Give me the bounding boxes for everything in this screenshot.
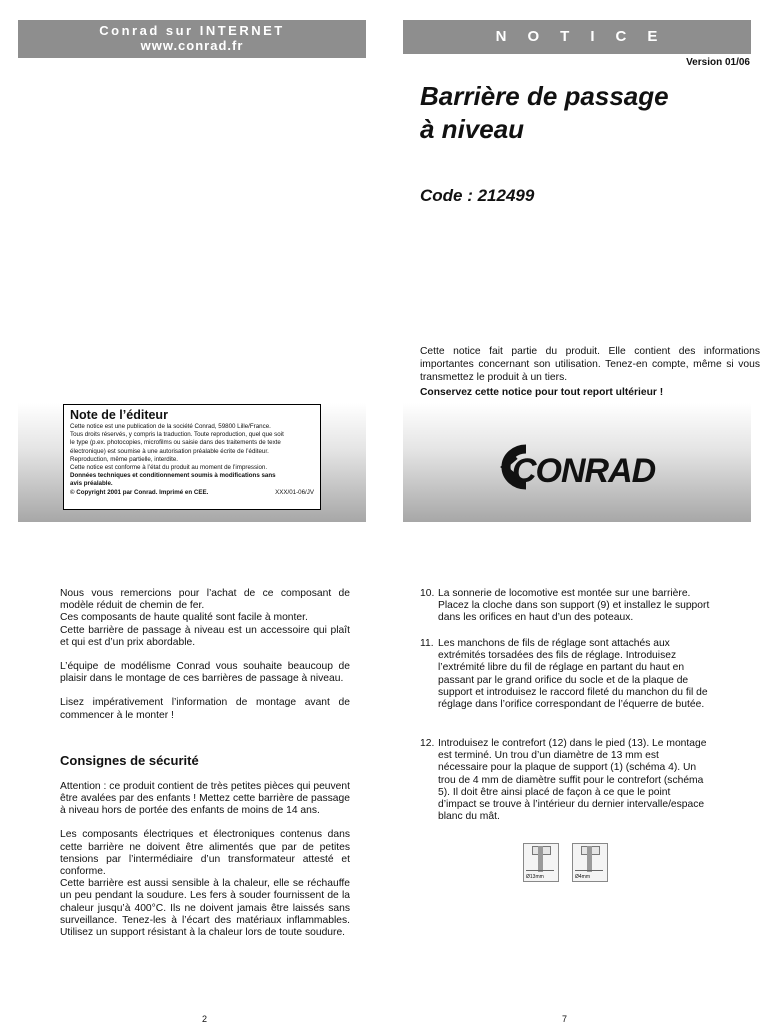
item-number: 11.	[420, 638, 434, 649]
banner-url: www.conrad.fr	[140, 38, 244, 53]
schema-5-diagram	[572, 843, 608, 882]
list-item	[420, 738, 710, 823]
version-label: Version 01/06	[686, 57, 750, 68]
intro-bold-text: Conservez cette notice pour tout report ultérieur !	[420, 387, 664, 398]
list-item	[420, 588, 710, 625]
editor-note-line: Cette notice est une publication de la société Conrad, 59800 Lille/France.	[70, 423, 271, 430]
item-text: Introduisez le contrefort (12) dans le pied (13). Le montage est terminé. Un trou d’un diamètre de 13 mm est nécessaire pour la plaque de support (1) (schéma 4). Un trou de 4 mm de diamètre suffit pour le contrefort (schéma 5). Il doit être ainsi placé de façon à ce que le point d’impact se trouve à l’intérieur du dernier intervalle/espace blanc du mât.	[438, 738, 707, 823]
list-item	[420, 638, 710, 711]
editor-note-bold-line: Données techniques et conditionnement soumis à modifications sans	[70, 472, 276, 480]
editor-note-footer	[70, 489, 314, 497]
item-text: La sonnerie de locomotive est montée sur une barrière. Placez la cloche dans son support (9) et installez le support dans les orifices en haut d’un des poteaux.	[438, 588, 710, 624]
heat-paragraph: Cette barrière est aussi sensible à la chaleur, elle se réchauffe un peu pendant la soudure. Les fers à souder fournissent de la chaleur jusqu’à 400°C. Ils ne doivent jamais être laissés sans surveillance. Tenez-les à l’écart des matériaux inflammables. Utilisez un support résistant à la chaleur lors de toute soudure.	[60, 878, 350, 939]
schema-label: Ø4mm	[575, 874, 590, 880]
schema-4-diagram	[523, 843, 559, 882]
editor-note-title: Note de l’éditeur	[70, 408, 168, 422]
wishes-paragraph: L’équipe de modélisme Conrad vous souhaite beaucoup de plaisir dans le montage de ces barrières de passage à niveau.	[60, 661, 350, 685]
editor-note-line: Reproduction, même partielle, interdite.	[70, 455, 178, 463]
title-line-2: à niveau	[420, 114, 525, 144]
copyright-text: © Copyright 2001 par Conrad. Imprimé en CEE.	[70, 488, 209, 496]
left-page-text	[60, 588, 350, 939]
intro-text: Cette notice fait partie du produit. Elle contient des informations importantes concernant son utilisation. Tenez-en compte, même si vous transmettez le produit à un tiers.	[420, 346, 760, 383]
conrad-logo-graphic	[486, 443, 666, 491]
item-text: Les manchons de fils de réglage sont attachés aux extrémités torsadées des fils de réglage. Introduisez l’extrémité libre du fil de réglage en partant du haut en passant par le grand orifice du socle et de la plaque de support et introduisez le raccord fileté du manchon du fil de réglage dans l’orifice correspondant de l’équerre de butée.	[438, 638, 708, 711]
electrical-paragraph: Les composants électriques et électroniques contenus dans cette barrière ne doivent être alimentés que par de petites tensions par l’intermédiaire d’un transformateur attesté et conforme.	[60, 829, 350, 878]
page-title	[420, 80, 750, 146]
banner-title: Conrad sur INTERNET	[99, 23, 285, 38]
editor-note-line: le type (p.ex. photocopies, microfilms ou saisie dans des traitements de texte	[70, 439, 281, 447]
logo-wordmark: CONRAD	[512, 452, 656, 490]
title-line-1: Barrière de passage	[420, 81, 669, 111]
editor-note-box	[63, 404, 321, 510]
page-number-right: 7	[562, 1014, 568, 1024]
accessory-line: Cette barrière de passage à niveau est un accessoire qui plaît et qui est d’un prix abordable.	[60, 624, 350, 648]
editor-note-line: Tous droits réservés, y compris la traduction. Toute reproduction, quel que soit	[70, 431, 284, 439]
page-number-left: 2	[202, 1014, 208, 1024]
quality-line: Ces composants de haute qualité sont facile à monter.	[60, 612, 308, 624]
item-number: 10.	[420, 588, 435, 599]
editor-note-line: Cette notice est conforme à l’état du produit au moment de l’impression.	[70, 464, 268, 472]
editor-note-line: électronique) est soumise à une autorisation préalable écrite de l’éditeur.	[70, 447, 269, 455]
safety-warning-paragraph: Attention : ce produit contient de très petites pièces qui peuvent être avalées par des enfants ! Mettez cette barrière de passage à niveau hors de portée des enfants de moins de 14 ans.	[60, 780, 350, 817]
conrad-logo	[486, 443, 666, 491]
left-header-banner	[18, 20, 366, 58]
read-first-paragraph: Lisez impérativement l’information de montage avant de commencer à le monter !	[60, 697, 350, 721]
reference-code: XXX/01-06/JV	[275, 488, 314, 496]
editor-note-bold-line: avis préalable.	[70, 480, 113, 488]
notice-banner: NOTICE	[403, 20, 751, 54]
safety-heading: Consignes de sécurité	[60, 752, 199, 768]
thanks-line: Nous vous remercions pour l’achat de ce composant de modèle réduit de chemin de fer.	[60, 588, 350, 612]
product-code: Code : 212499	[420, 186, 535, 205]
schema-label: Ø13mm	[526, 874, 544, 880]
item-number: 12.	[420, 738, 435, 749]
